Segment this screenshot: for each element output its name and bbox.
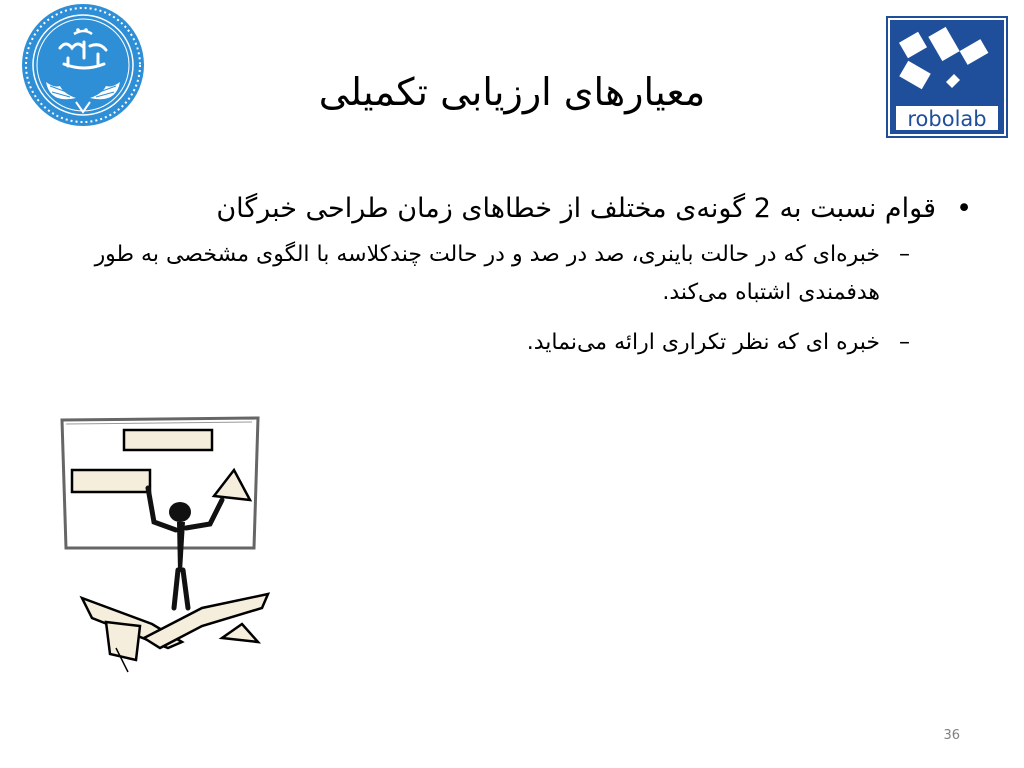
bullet-marker: • [956,193,972,224]
bullet-text: قوام نسبت به 2 گونه‌ی مختلف از خطاهای زمان طراحی خبرگان [216,193,936,224]
sub-item-marker: – [899,242,910,267]
sub-item-1 [90,236,980,312]
bullet-item [90,186,980,232]
page-number: 36 [943,728,960,743]
robolab-logo [886,16,1008,138]
university-logo [20,2,146,128]
sub-item-text: خبره‌ای که در حالت باینری، صد در صد و در حالت چندکلاسه با الگوی مشخصی به طور هدفمندی اشتباه می‌کند. [94,242,880,305]
robolab-wordmark: robolab [907,107,987,131]
slide-body [90,186,980,362]
person-at-board-illustration [52,412,282,680]
sub-item-marker: – [899,330,910,355]
sub-item-2 [90,324,980,362]
slide-title: معیارهای ارزیابی تکمیلی [318,70,706,114]
sub-item-text: خبره ای که نظر تکراری ارائه می‌نماید. [526,330,880,355]
